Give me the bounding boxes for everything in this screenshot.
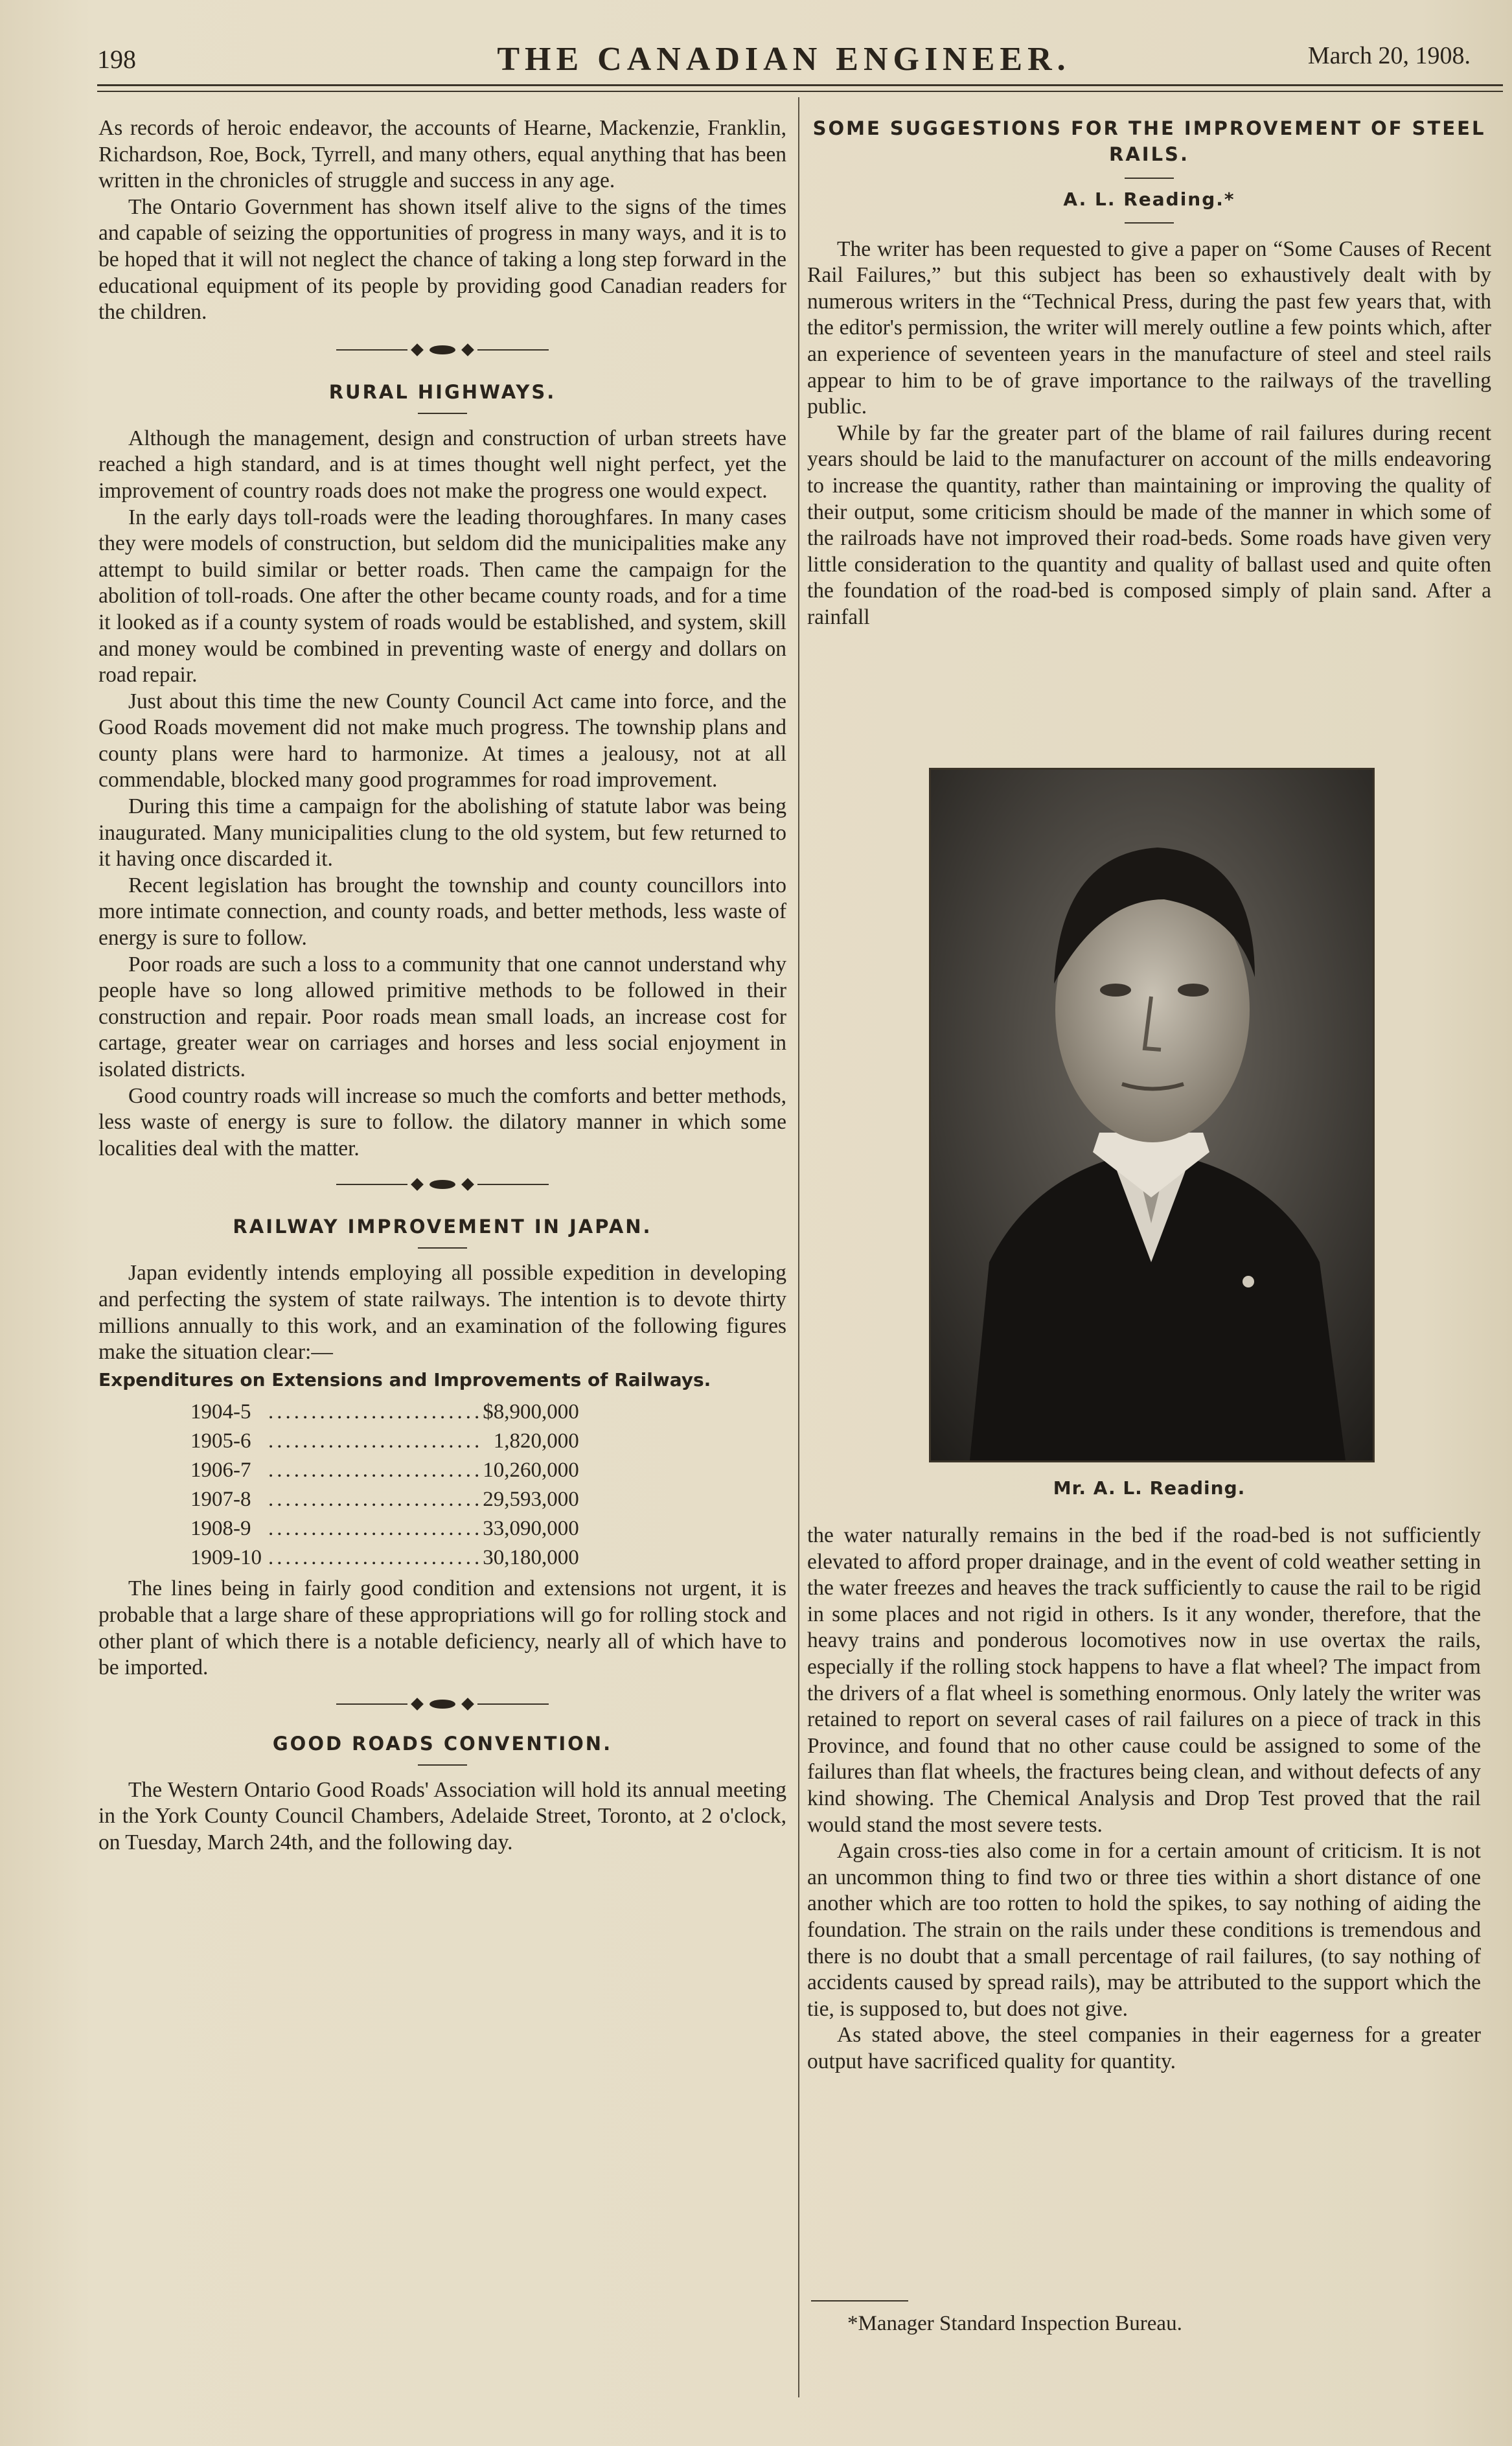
table-row: 1907-8 ......................... 29,593,000 bbox=[190, 1484, 579, 1514]
rural-paragraph: Poor roads are such a loss to a community that one cannot understand why people have so long allowed primitive methods to be followed in their construction and repair. Poor roads mean small loads, an increase cost for cartage, greater wear on carriages and horses and less social enjoyment in isolated districts. bbox=[98, 952, 786, 1081]
table-year: 1907-8 bbox=[190, 1487, 251, 1511]
header-rule bbox=[97, 84, 1503, 86]
footnote-rule bbox=[811, 2300, 908, 2302]
table-value: 33,090,000 bbox=[483, 1516, 579, 1540]
table-year: 1906-7 bbox=[190, 1458, 251, 1482]
table-year: 1905-6 bbox=[190, 1429, 251, 1453]
rural-paragraph: Although the management, design and construction of urban streets have reached a high standard, and is at times thought well night perfect, yet the improvement of country roads does not make the progress one would expect. bbox=[98, 426, 786, 503]
issue-date: March 20, 1908. bbox=[1307, 42, 1471, 69]
page-header bbox=[97, 40, 1471, 79]
table-row: 1905-6 ......................... 1,820,000 bbox=[190, 1426, 579, 1455]
section-ornament bbox=[98, 1694, 786, 1714]
heading-rule bbox=[418, 1764, 467, 1766]
rural-paragraph: Just about this time the new County Council Act came into force, and the Good Roads movement did not make much progress. The township plans and county plans were hard to harmonize. At times a jealousy, not at all commendable, blocked many good programmes for road improvement. bbox=[98, 689, 786, 792]
right-column-lower bbox=[807, 1523, 1481, 2075]
expenditure-table bbox=[190, 1397, 579, 1572]
right-column bbox=[807, 115, 1491, 631]
table-value: 10,260,000 bbox=[483, 1458, 579, 1482]
rural-highways-heading: RURAL HIGHWAYS. bbox=[328, 380, 556, 403]
intro-paragraph-1: As records of heroic endeavor, the accounts of Hearne, Mackenzie, Franklin, Richardson, Roe, Bock, Tyrrell, and many others, equal anything that has been written in the chronicles of struggle and success in any age. bbox=[98, 116, 786, 193]
table-row: 1909-10 ......................... 30,180,000 bbox=[190, 1543, 579, 1572]
table-row: 1906-7 ......................... 10,260,000 bbox=[190, 1455, 579, 1484]
rural-paragraph: During this time a campaign for the abolishing of statute labor was being inaugurated. Many municipalities clung to the old system, but few returned to it having once discarded it. bbox=[98, 794, 786, 871]
intro-paragraph-2: The Ontario Government has shown itself alive to the signs of the times and capable of seizing the opportunities of progress in many ways, and it is to be hoped that it will not neglect the chance of taking a long step forward in the educational equipment of its people by providing good Canadian readers for the children. bbox=[98, 194, 786, 325]
heading-rule bbox=[1125, 222, 1174, 224]
japan-heading: RAILWAY IMPROVEMENT IN JAPAN. bbox=[233, 1216, 652, 1238]
article-paragraph: Again cross-ties also come in for a certain amount of criticism. It is not an uncommon thing to find two or three ties within a short distance of one another which are too rotten to hold the spikes, to say nothing of aiding the foundation. The strain on the rails under these conditions is tremendous and there is no doubt that a small percentage of rail failures, (to say nothing of accidents caused by spread rails), may be attributed to the support which the tie, is supposed to, but does not give. bbox=[807, 1839, 1481, 2021]
table-year: 1904-5 bbox=[190, 1400, 251, 1424]
table-year: 1909-10 bbox=[190, 1545, 262, 1569]
section-ornament bbox=[98, 340, 786, 360]
good-roads-heading: GOOD ROADS CONVENTION. bbox=[272, 1732, 613, 1755]
article-paragraph: As stated above, the steel companies in their eagerness for a greater output have sacrificed quality for quantity. bbox=[807, 2023, 1481, 2073]
table-year: 1908-9 bbox=[190, 1516, 251, 1540]
article-paragraph: the water naturally remains in the bed if the road-bed is not sufficiently elevated to afford proper drainage, and in the event of cold weather setting in the water freezes and heaves the track sufficiently to cause the rail to be rigid in some places and not rigid in others. Is it any wonder, therefore, that the heavy trains and ponderous locomotives now in use overtax the rails, especially if the rolling stock happens to have a flat wheel? The impact from the drivers of a flat wheel is something enormous. Only lately the writer was retained to report on several cases of rail failures on a piece of track in this Province, and found that no other cause could be assigned to some of the failures than flat wheels, the fractures being clean, and without defects of any kind showing. The Chemical Analysis and Drop Test proved that the rail would stand the most severe tests. bbox=[807, 1523, 1481, 1837]
column-divider bbox=[798, 97, 799, 2397]
heading-rule bbox=[1125, 178, 1174, 179]
good-roads-paragraph: The Western Ontario Good Roads' Association will hold its annual meeting in the York County Council Chambers, Adelaide Street, Toronto, at 2 o'clock, on Tuesday, March 24th, and the following day. bbox=[98, 1777, 786, 1854]
footnote: *Manager Standard Inspection Bureau. bbox=[847, 2312, 1182, 2335]
article-paragraph: While by far the greater part of the blame of rail failures during recent years should be laid to the manufacturer on account of the mills endeavoring to increase the quantity, rather than maintaining or improving the quality of their output, some criticism should be made of the manner in which some of the railroads have not improved their road-beds. Some roads have given very little consideration to the quantity and quality of ballast used and quite often the foundation of the road-bed is composed simply of plain sand. After a rainfall bbox=[807, 421, 1491, 629]
table-value: $8,900,000 bbox=[483, 1400, 579, 1424]
portrait-illustration bbox=[931, 770, 1373, 1460]
author-byline: A. L. Reading.* bbox=[1063, 189, 1235, 210]
section-ornament bbox=[98, 1175, 786, 1194]
table-value: 30,180,000 bbox=[483, 1545, 579, 1569]
table-row: 1904-5 ......................... $8,900,000 bbox=[190, 1397, 579, 1426]
steel-rails-heading: SOME SUGGESTIONS FOR THE IMPROVEMENT OF STEEL RAILS. bbox=[812, 117, 1486, 165]
table-row: 1908-9 ......................... 33,090,000 bbox=[190, 1514, 579, 1543]
rural-paragraph: Good country roads will increase so much the comforts and better methods, less waste of energy is sure to follow. the dilatory manner in which some localities deal with the matter. bbox=[98, 1083, 786, 1160]
heading-rule bbox=[418, 1247, 467, 1249]
portrait-photo bbox=[929, 768, 1375, 1462]
rural-paragraph: Recent legislation has brought the township and county councillors into more intimate connection, and county roads, and better methods, less waste of energy is sure to follow. bbox=[98, 873, 786, 951]
table-value: 1,820,000 bbox=[493, 1429, 579, 1453]
heading-rule bbox=[418, 413, 467, 414]
left-column bbox=[98, 115, 786, 1856]
rural-paragraph: In the early days toll-roads were the leading thoroughfares. In many cases they were models of construction, but seldom did the municipalities make any attempt to build similar or better roads. Then came the campaign for the abolition of toll-roads. One after the other became county roads, and for a time it looked as if a county system of roads would be established, and system, skill and money would be combined in preventing waste of energy and dollars on road repair. bbox=[98, 505, 786, 687]
table-value: 29,593,000 bbox=[483, 1487, 579, 1511]
page-number: 198 bbox=[97, 45, 136, 74]
japan-paragraph: Japan evidently intends employing all possible expedition in developing and perfecting the system of state railways. The intention is to devote thirty millions annually to this work, and an examination of the following figures make the situation clear:— bbox=[98, 1261, 786, 1365]
journal-title: THE CANADIAN ENGINEER. bbox=[497, 41, 1071, 78]
expenditure-table-title: Expenditures on Extensions and Improvements of Railways. bbox=[98, 1368, 711, 1390]
header-rule-second bbox=[97, 91, 1503, 92]
japan-after-paragraph: The lines being in fairly good condition and extensions not urgent, it is probable that a large share of these appropriations will go for rolling stock and other plant of which there is a notable deficiency, nearly all of which have to be imported. bbox=[98, 1576, 786, 1680]
photo-caption: Mr. A. L. Reading. bbox=[1053, 1477, 1246, 1499]
article-paragraph: The writer has been requested to give a paper on “Some Causes of Recent Rail Failures,” but this subject has been so exhaustively dealt with by numerous writers in the “Technical Press, during the past few years that, with the editor's permission, the writer will merely outline a few points which, after an experience of seventeen years in the manufacture of steel and steel rails appear to him to be of grave importance to the railways of the travelling public. bbox=[807, 237, 1491, 419]
